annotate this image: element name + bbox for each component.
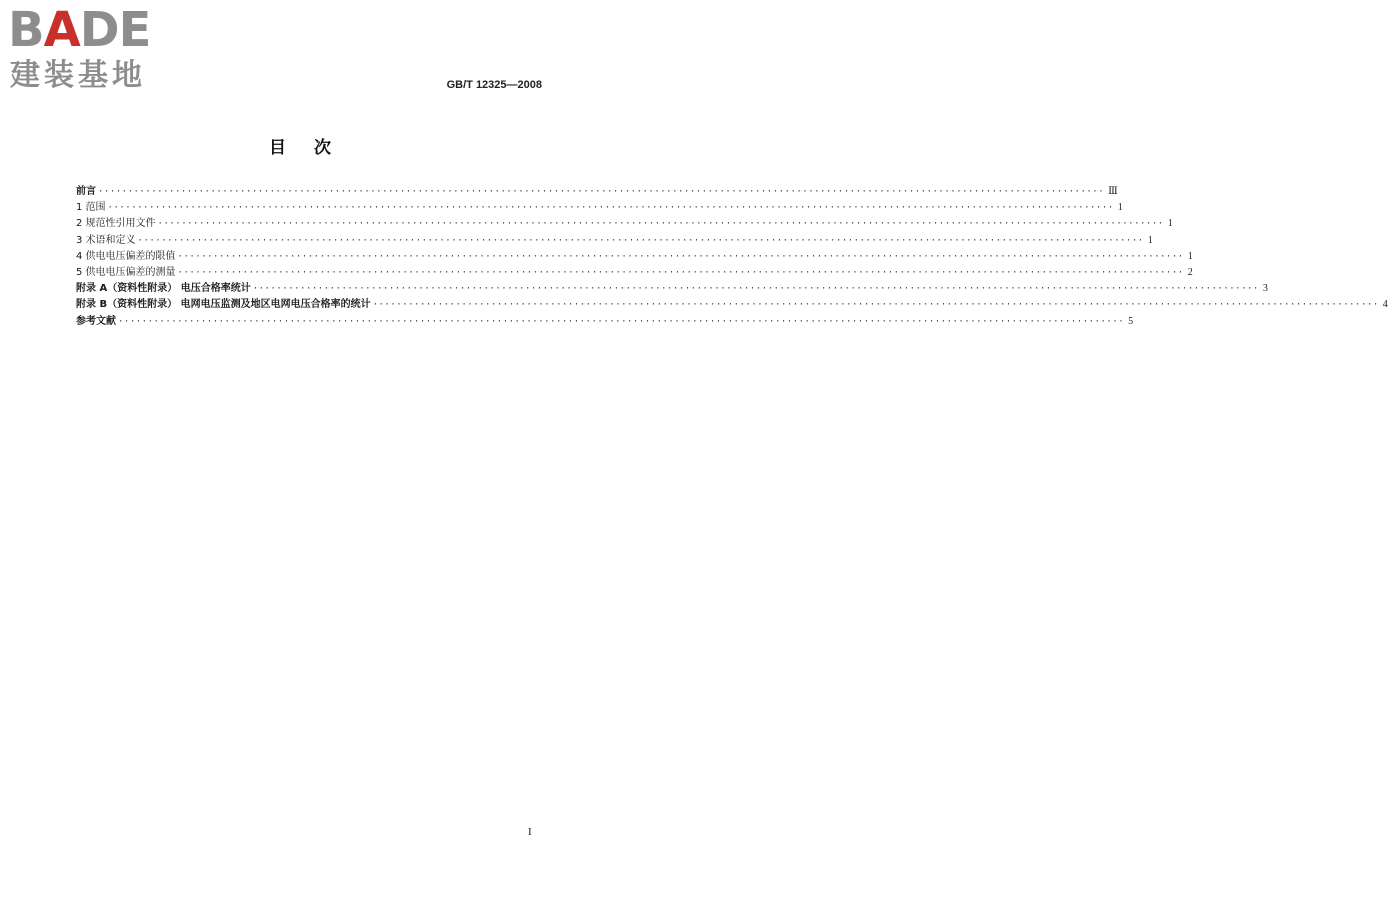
toc-entry[interactable] [76, 184, 1118, 200]
toc-leader-dots: ·········································································································································································· [107, 203, 1114, 214]
toc-entry-page: 3 [1262, 283, 1268, 295]
logo-subtitle: 建装基地 [10, 58, 146, 93]
toc-entry-label: 3 术语和定义 [76, 234, 136, 246]
toc-leader-dots: ·········································································································································································· [252, 284, 1259, 295]
toc-entry[interactable] [76, 200, 1123, 216]
toc-leader-dots: ·········································································································································································· [137, 235, 1144, 246]
toc-entry-label: 附录 A（资料性附录） 电压合格率统计 [76, 283, 251, 295]
toc-entry[interactable] [76, 297, 1388, 313]
standard-code: GB/T 12325—2008 [446, 79, 542, 91]
toc-title: 目次 [269, 138, 359, 158]
toc-leader-dots: ·········································································································································································· [118, 316, 1125, 327]
toc-leader-dots: ·········································································································································································· [98, 187, 1105, 197]
toc-entry-page: 4 [1382, 299, 1388, 311]
toc-entry-label: 4 供电电压偏差的限值 [76, 250, 176, 262]
toc-leader-dots: ·········································································································································································· [372, 300, 1379, 311]
toc-leader-dots: ·········································································································································································· [177, 267, 1184, 278]
table-of-contents [76, 184, 1388, 330]
bade-logo [8, 4, 178, 96]
toc-entry-page: 1 [1187, 250, 1193, 262]
toc-entry[interactable] [76, 249, 1193, 265]
toc-entry-label: 附录 B（资料性附录） 电网电压监测及地区电网电压合格率的统计 [76, 299, 371, 311]
toc-entry-label: 5 供电电压偏差的测量 [76, 266, 176, 278]
toc-entry-label: 2 规范性引用文件 [76, 218, 156, 230]
toc-entry-label: 1 范围 [76, 202, 106, 214]
toc-entry-page: 1 [1167, 218, 1173, 230]
toc-entry-label: 参考文献 [76, 315, 116, 327]
toc-entry-label: 前言 [76, 186, 96, 197]
toc-entry[interactable] [76, 314, 1134, 330]
toc-entry[interactable] [76, 233, 1153, 249]
toc-leader-dots: ·········································································································································································· [177, 251, 1184, 262]
toc-entry-page: 2 [1187, 266, 1193, 278]
page-number: I [528, 826, 532, 838]
toc-entry[interactable] [76, 216, 1173, 232]
toc-entry-page: 1 [1147, 234, 1153, 246]
toc-entry[interactable] [76, 281, 1268, 297]
toc-leader-dots: ·········································································································································································· [157, 219, 1164, 230]
toc-entry[interactable] [76, 265, 1193, 281]
toc-entry-page: 1 [1117, 202, 1123, 214]
toc-entry-page: Ⅲ [1108, 186, 1118, 197]
logo-wordmark: BADE [8, 2, 151, 58]
toc-entry-page: 5 [1128, 315, 1134, 327]
